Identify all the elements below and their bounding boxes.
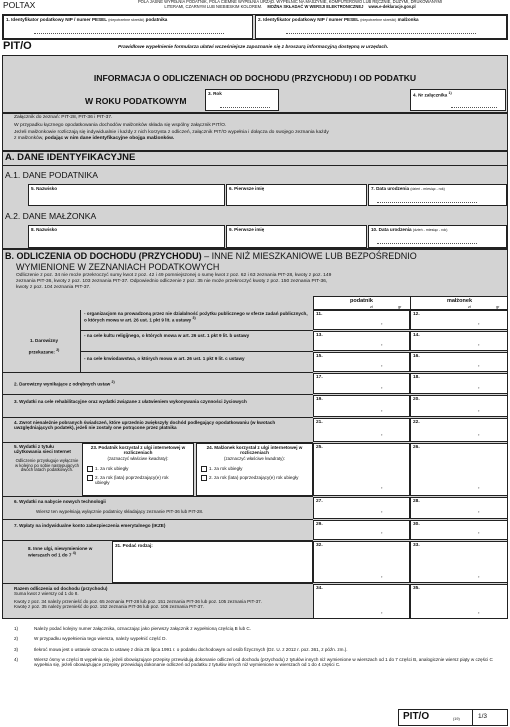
row-4-label: 4. Zwrot nienależnie pobranych świadczeń, które uprzednio zwiększyły dochód podlegający opodatkowaniu (w kwotach uwzględniających podatek), jeżeli nie zostały one potrącone przez płatnika xyxy=(14,420,276,431)
internet-relief-spouse: 24. Małżonek korzystał z ulgi internetowej w rozliczeniach (zaznaczyć właściwe kwadraty): 1. za rok ubiegły 2. za rok (lata) poprzedzający(e) rok ubiegły xyxy=(196,443,313,496)
footnote: 3) Ilekroć mowa jest o ustawie oznacza to ustawę z dnia 26 lipca 1991 r. o podatku dochodowym od osób fizycznych (Dz. U. z 2012 r. poz. 361, z późn. zm.). xyxy=(14,646,348,652)
amount-field-14[interactable]: 14. , xyxy=(410,331,508,351)
amount-field-16[interactable]: 16. , xyxy=(410,352,508,372)
divider xyxy=(80,310,81,372)
spouse-id-label: 2. Identyfikator podatkowy NIP / numer PESEL (niepotrzebne skreślić) małżonka xyxy=(258,17,419,22)
taxpayer-firstname-field[interactable] xyxy=(226,184,367,206)
form-title-year: W ROKU PODATKOWYM xyxy=(85,96,187,106)
amount-field-15[interactable]: 15. , xyxy=(313,352,410,372)
amount-field-12[interactable]: 12. , xyxy=(410,310,508,330)
amount-field-33[interactable]: 33. , xyxy=(410,541,508,583)
divider xyxy=(2,519,313,520)
taxpayer-surname-field[interactable] xyxy=(28,184,225,206)
spouse-birthdate-field[interactable] xyxy=(368,225,507,248)
checkbox[interactable] xyxy=(201,475,207,481)
spouse-birthdate-input-line[interactable] xyxy=(377,240,477,244)
amount-field-28[interactable]: 28. , xyxy=(410,497,508,519)
spouse-firstname-label: 9. Pierwsze imię xyxy=(229,227,265,232)
taxpayer-id-label: 1. Identyfikator podatkowy NIP / numer PESEL (niepotrzebne skreślić) podatnika xyxy=(6,17,168,22)
taxpayer-firstname-label: 6. Pierwsze imię xyxy=(229,186,265,191)
amount-field-27[interactable]: 27. , xyxy=(313,497,410,519)
spouse-id-input-line[interactable] xyxy=(286,30,476,34)
amount-field-30[interactable]: 30. , xyxy=(410,520,508,540)
divider xyxy=(2,417,313,418)
internet-relief-taxpayer: 23. Podatnik korzystał z ulgi internetowej w rozliczeniach (zaznaczyć właściwe kwadraty): 1. za rok ubiegły 2. za rok (lata) poprzedzający(e) rok ubiegły xyxy=(82,443,194,496)
divider xyxy=(2,165,508,166)
guidance-text: Prawidłowe wypełnienie formularza ułatwi wcześniejsze zapoznanie się z broszurą informacyjną dostępną w urzędach. xyxy=(118,45,389,50)
form-title: INFORMACJA O ODLICZENIACH OD DOCHODU (PRZYCHODU) I OD PODATKU xyxy=(93,73,417,83)
footnote: 1) Należy podać kolejny numer załącznika, oznaczając jako pierwszy załącznik z wypełnioną częścią B lub C. xyxy=(14,626,252,631)
section-b-title-line2: WYMIENIONE W ZEZNANIACH PODATKOWYCH xyxy=(16,262,220,272)
spouse-prev-year-option[interactable]: 1. za rok ubiegły xyxy=(201,466,312,472)
spouse-firstname-field[interactable] xyxy=(226,225,367,248)
notice-line-2a: LITERAMI, CZARNYM LUB NIEBIESKIM KOLOREM. xyxy=(164,3,263,9)
footnote: 2) W przypadku wypełnienia tego wiersza, należy wypełnić część D. xyxy=(14,636,167,642)
row-5-label: 5. Wydatki z tytułu użytkowania sieci Internet Odliczenie przysługuje wyłącznie w kolejno po sobie następujących dwóch latach podatkowych. xyxy=(14,444,80,473)
col-spouse: małżonek xyxy=(446,298,473,304)
taxpayer-earlier-years-option[interactable]: 2. za rok (lata) poprzedzający(e) rok ubiegły xyxy=(87,475,193,486)
amount-field-22[interactable]: 22. , xyxy=(410,418,508,442)
intro-text xyxy=(14,115,504,143)
amount-field-25[interactable]: 25. , xyxy=(313,443,410,496)
row-2-label: 2. Darowizny wynikające z odrębnych ustaw $^{2)}$ xyxy=(14,380,115,387)
spouse-surname-field[interactable] xyxy=(28,225,225,248)
donations-label: 1. Darowizny przekazane: $^{2)}$ xyxy=(28,338,60,355)
amount-field-20[interactable]: 20. , xyxy=(410,395,508,417)
intro-line-1: Załącznik do zeznań: PIT-28, PIT-36 i PIT-37. xyxy=(14,115,113,120)
attachment-input-line[interactable] xyxy=(451,104,497,108)
donation-c-label: - na cele krwiodawstwa, o których mowa w art. 26 ust. 1 pkt 9 lit. c ustawy xyxy=(84,356,245,361)
intro-line-2: W przypadku łącznego opodatkowania dochodów małżonków składa się wspólny załącznik PIT/O. xyxy=(14,123,227,129)
footer-form-code: PIT/O xyxy=(403,711,430,722)
amount-field-13[interactable]: 13. , xyxy=(313,331,410,351)
col-cents-2: gr xyxy=(496,305,500,309)
amount-field-35[interactable]: 35. , xyxy=(410,584,508,619)
notice-line-1: POLA JASNE WYPEŁNIA PODATNIK, POLA CIEMNE WYPEŁNIA URZĄD. WYPEŁNIĆ NA MASZYNIE, KOMPUTEROWO LUB RĘCZNIE, DUŻYMI, DRUKOWANYMI xyxy=(137,0,443,4)
spouse-earlier-years-option[interactable]: 2. za rok (lata) poprzedzający(e) rok ubiegły xyxy=(201,475,312,481)
taxpayer-birthdate-input-line[interactable] xyxy=(377,199,477,203)
amount-field-19[interactable]: 19. , xyxy=(313,395,410,417)
col-currency-2: zł xyxy=(468,305,471,309)
divider xyxy=(80,330,313,331)
section-b-title: B. ODLICZENIA OD DOCHODU (PRZYCHODU) – INNE NIŻ MIESZKANIOWE LUB BEZPOŚREDNIO xyxy=(5,251,417,261)
amount-field-11[interactable]: 11. , xyxy=(313,310,410,330)
attachment-number-label: 4. Nr załącznika $^{1)}$ xyxy=(413,91,452,98)
section-b-description: Odliczenie z poz. 34 nie może przekroczyć sumy kwot z poz. 42 i 49 pomniejszonej o sumę kwot z poz. 62 i 63 zeznania PIT-28, kwoty z poz. 149 zeznania PIT-36, kwoty z poz. 103 zeznania PIT-37. Odpowiednio odliczenie z poz. 35 nie może przekroczyć kwoty z poz. 150 zeznania PIT-36, kwoty z poz. 104 zeznania PIT-37. xyxy=(16,273,332,290)
spouse-birthdate-label: 10. Data urodzenia (dzień - miesiąc - rok) xyxy=(371,227,448,232)
other-relief-type-field[interactable] xyxy=(112,541,313,583)
divider xyxy=(2,583,313,584)
section-a2-title: A.2. DANE MAŁŻONKA xyxy=(5,211,97,221)
col-currency: zł xyxy=(370,305,373,309)
taxpayer-id-input-line[interactable] xyxy=(34,30,224,34)
year-input-line[interactable] xyxy=(220,104,270,108)
notice-line-2b: MOŻNA SKŁADAĆ W WERSJI ELEKTRONICZNEJ xyxy=(267,3,364,9)
divider xyxy=(472,709,473,726)
divider xyxy=(2,372,313,373)
checkbox[interactable] xyxy=(87,475,93,481)
row-8-label: 8. Inne ulgi, niewymienione w wierszach od 1 do 7 $^{4)}$ xyxy=(28,546,93,558)
row-6-label: 6. Wydatki na nabycie nowych technologii xyxy=(14,499,106,504)
sum-row-label: Razem odliczenia od dochodu (przychodu) Suma kwot z wierszy od 1 do 8. Kwoty z poz. 34 należy przenieść do poz. 65 zeznania PIT-28 lub poz. 151 zeznania PIT-36 lub poz. 105 zeznania PIT-37. Kwotę z poz. 35 należy przenieść do poz. 152 zeznania PIT-36 lub poz. 106 zeznania PIT-37. xyxy=(14,586,262,609)
amount-field-18[interactable]: 18. , xyxy=(410,373,508,394)
year-field[interactable] xyxy=(205,89,279,111)
intro-line-4: z małżonków, podając w nim dane identyfikacyjne obojga małżonków. xyxy=(14,136,175,142)
year-label: 3. Rok xyxy=(208,91,222,96)
amount-field-17[interactable]: 17. , xyxy=(313,373,410,394)
divider xyxy=(80,351,313,352)
col-cents: gr xyxy=(398,305,402,309)
checkbox[interactable] xyxy=(87,466,93,472)
other-relief-type-label: 31. Podać rodzaj: xyxy=(115,543,153,548)
divider xyxy=(2,496,313,497)
footer-version: (19) xyxy=(453,717,460,721)
form-code: PIT/O xyxy=(3,40,32,52)
taxpayer-birthdate-field[interactable] xyxy=(368,184,507,206)
col-taxpayer: podatnik xyxy=(350,298,373,304)
app-name: POLTAX xyxy=(3,0,36,10)
attachment-number-field[interactable] xyxy=(410,89,506,111)
row-3-label: 3. Wydatki na cele rehabilitacyjne oraz wydatki związane z ułatwieniem wykonywania czynności życiowych xyxy=(14,399,247,404)
amount-field-26[interactable]: 26. , xyxy=(410,443,508,496)
taxpayer-surname-label: 5. Nazwisko xyxy=(31,186,58,191)
spouse-surname-label: 8. Nazwisko xyxy=(31,227,58,232)
divider xyxy=(2,394,313,395)
taxpayer-id-field[interactable] xyxy=(3,15,253,39)
donation-b-label: - na cele kultu religijnego, o których mowa w art. 26 ust. 1 pkt 9 lit. b ustawy xyxy=(84,333,250,338)
amount-field-29[interactable]: 29. , xyxy=(313,520,410,540)
amount-field-21[interactable]: 21. , xyxy=(313,418,410,442)
notice-line-2c: www.e-deklaracje.gov.pl xyxy=(368,3,416,9)
taxpayer-prev-year-option[interactable]: 1. za rok ubiegły xyxy=(87,466,193,472)
checkbox[interactable] xyxy=(201,466,207,472)
row-7-label: 7. Wpłaty na indywidualne konto zabezpieczenia emerytalnego (IKZE) xyxy=(14,523,166,528)
donation-a-label: - organizacjom na prowadzoną przez nie działalność pożytku publicznego w sferze zadań publicznych, o których mowa w art. 26 ust. 1 pkt 9 lit. a ustawy $^{3)}$ xyxy=(84,311,308,323)
footer-page: 1/3 xyxy=(478,713,488,720)
taxpayer-birthdate-label: 7. Data urodzenia (dzień - miesiąc - rok) xyxy=(371,186,445,191)
header-notice xyxy=(75,0,505,9)
spouse-id-field[interactable] xyxy=(255,15,507,39)
amount-field-32[interactable]: 32. , xyxy=(313,541,410,583)
notice-line-2 xyxy=(75,5,505,10)
section-a-title: A. DANE IDENTYFIKACYJNE xyxy=(5,152,136,163)
intro-line-3: Jeżeli małżonkowie rozliczają się indywidualnie i każdy z nich korzysta z odliczeń, załącznik PIT/O wypełnia i dołącza do swojego zeznania każdy xyxy=(14,129,329,135)
row-6-note: Wiersz ten wypełniają wyłącznie podatnicy składający zeznanie PIT-36 lub PIT-28. xyxy=(36,509,204,514)
footnotes xyxy=(14,626,506,667)
section-a1-title: A.1. DANE PODATNIKA xyxy=(5,170,98,180)
footnote: 4) Wiersz ósmy w części B wypełnia się, jeżeli obowiązujące przepisy przewidują dokonanie odliczeń od dochodu (przychodu) z tytułów innych niż wymienione w wierszach od 1 do 7 części B, analogicznie wiersz piąty w części C wypełnia się, jeżeli obowiązujące przepisy przewidują dokonanie odliczeń od podatku z tytułów innych niż wymienione w wierszach od 1 do 4 części C. xyxy=(14,656,493,668)
amount-field-34[interactable]: 34. , xyxy=(313,584,410,619)
